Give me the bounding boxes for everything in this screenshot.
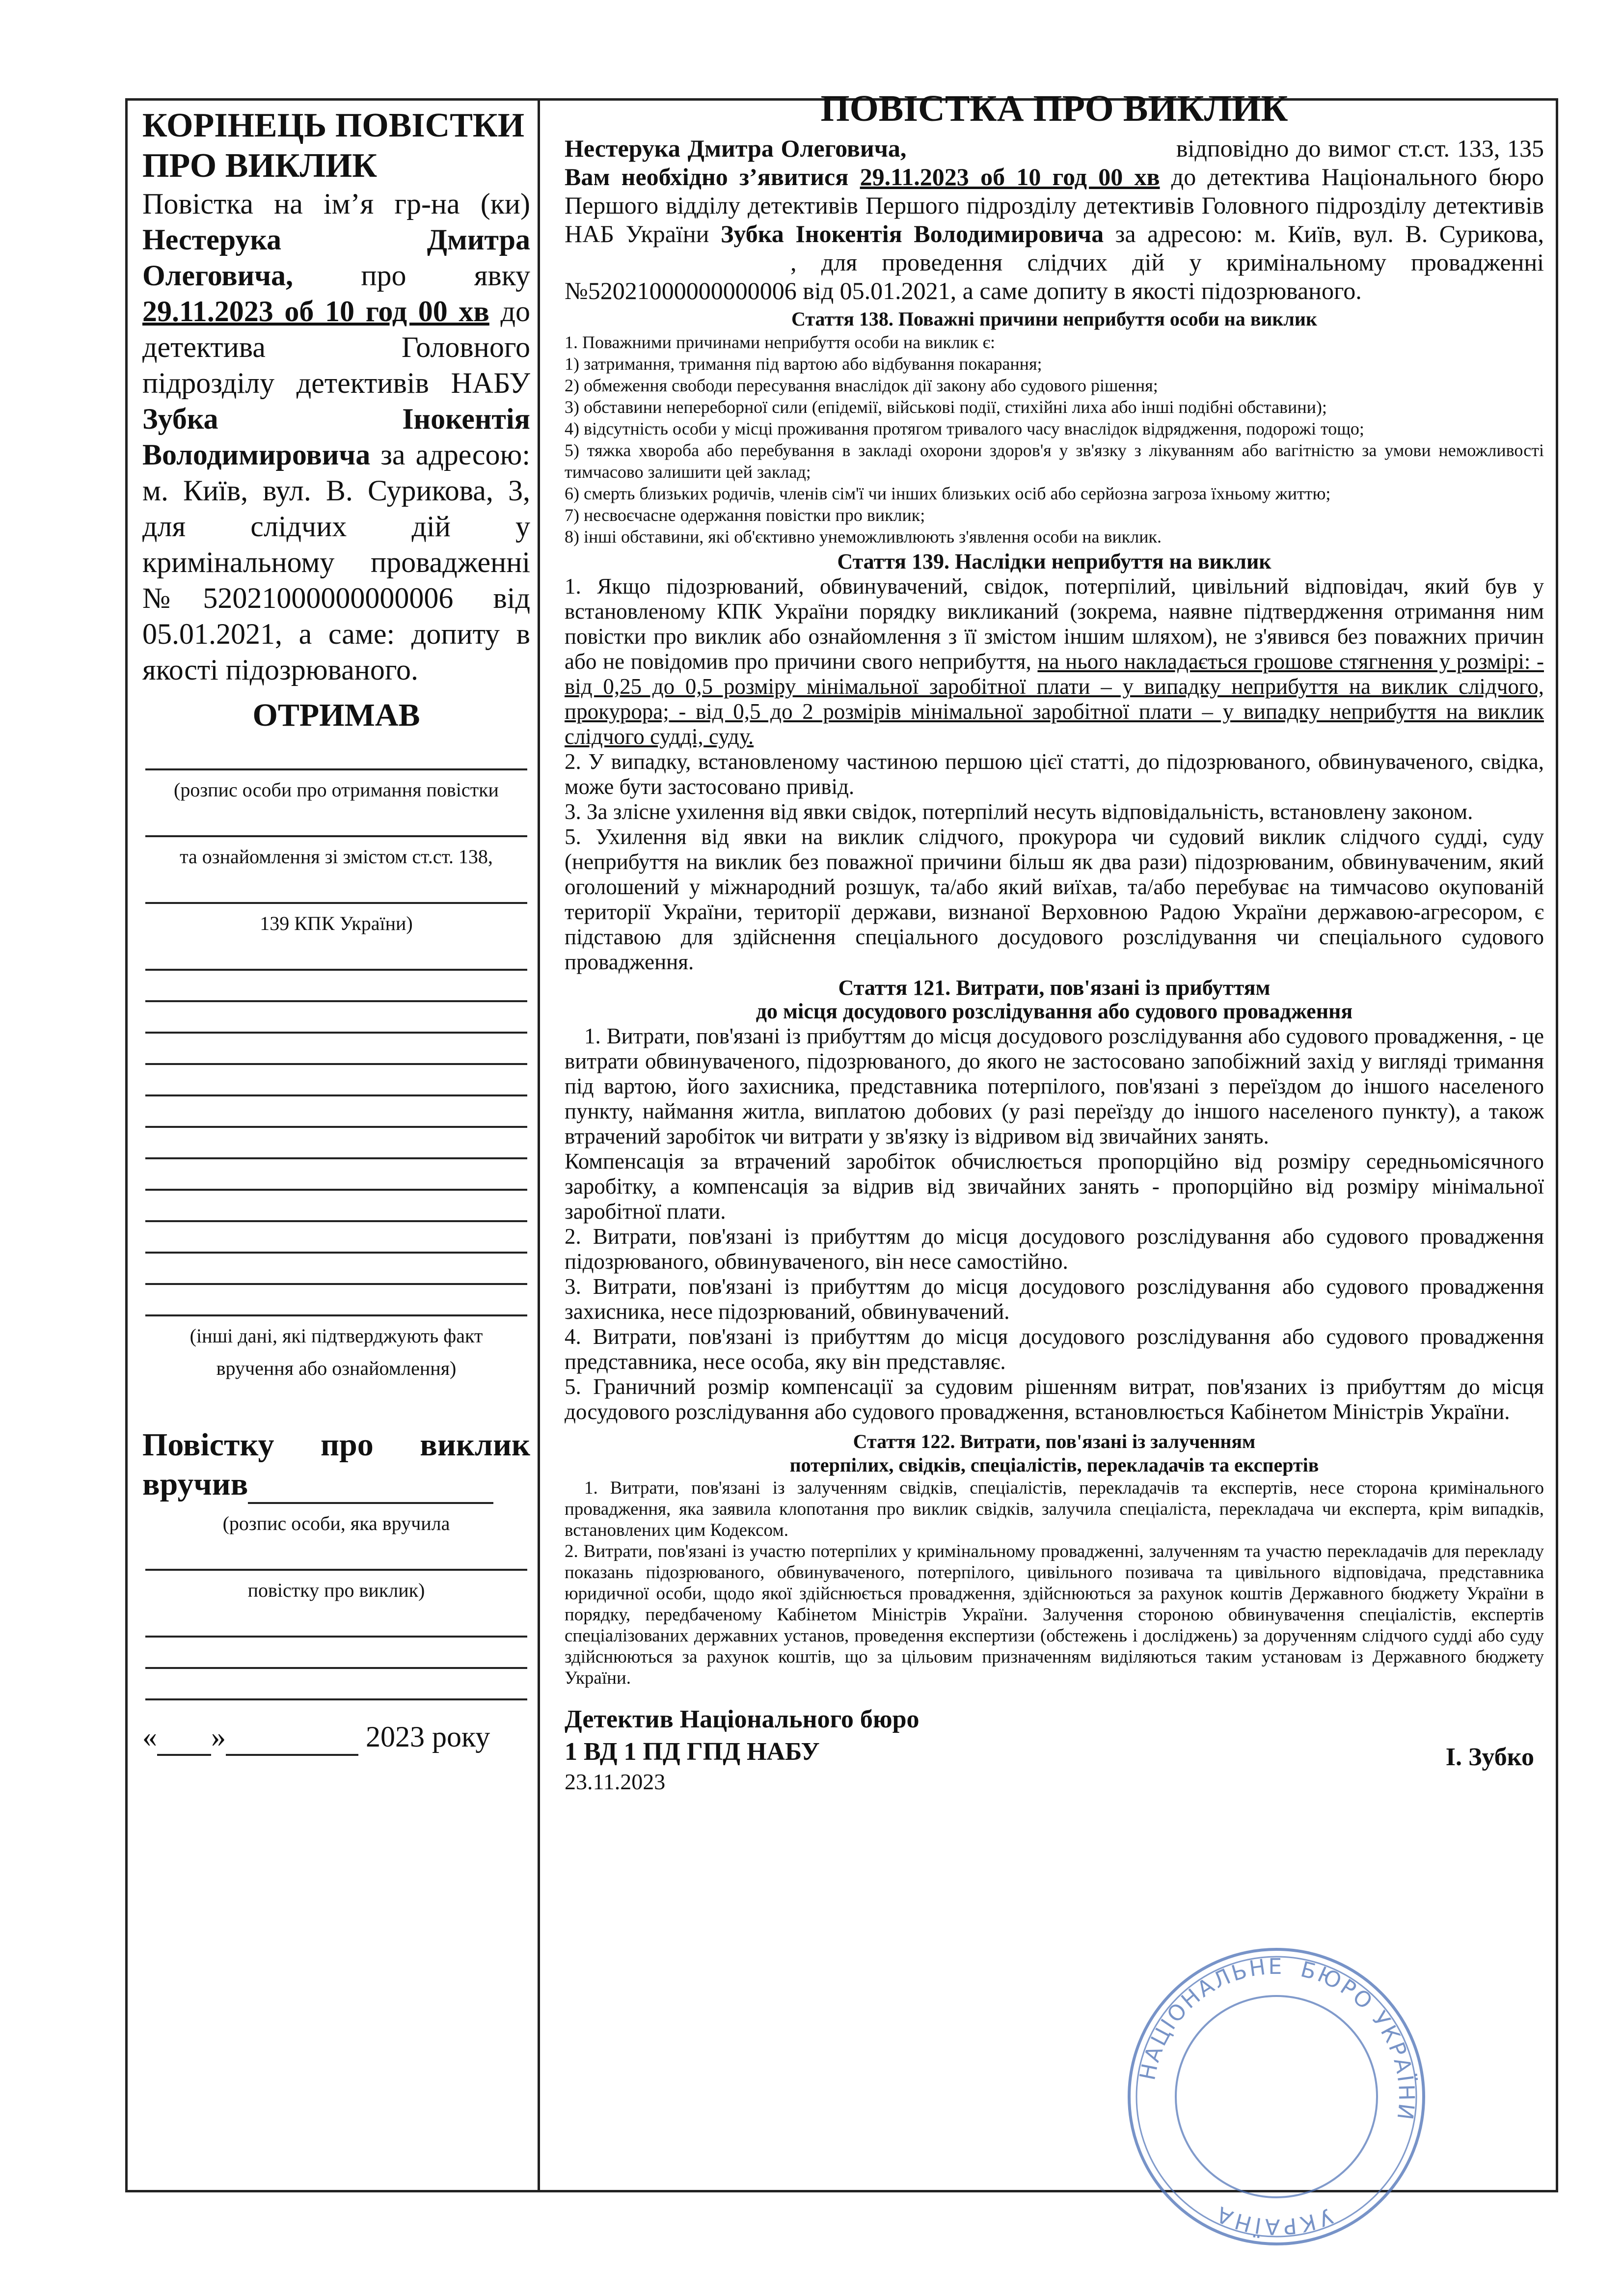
art121-p1: 1. Витрати, пов'язані із прибуттям до місця досудового розслідування або судового провадження, - це витрати обвинуваченого, підозрюваного, до якого не застосовано запобіжний захід у вигляді тримання під вартою, його захисника, представника потерпілого, пов'язані з переїздом до іншого населеного пункту, наймання житла, виплатою добових (у разі переїзду до іншого населеного пункту), а також втрачений заробіток чи витрати у зв'язку із відривом від звичайних занять. [565,1024,1544,1148]
art138-item: 1. Поважними причинами неприбуття особи на виклик є: [565,332,996,352]
art121-title-1: Стаття 121. Витрати, пов'язані із прибуттям [838,976,1271,1000]
date-quote-open: « [142,1721,157,1753]
caption-receipt-2: та ознайомлення зі змістом ст.ст. 138, [180,846,493,868]
main-header [565,134,1544,305]
art138-item: 8) інші обставини, які об'єктивно унеможливлюють з'явлення особи на виклик. [565,527,1162,547]
art139-p1-penalty: на нього накладається грошове стягнення у розмірі: - від 0,25 до 0,5 розміру мінімальної заробітної плати – у випадку неприбуття на виклик слідчого, прокурора; - від 0,5 до 2 розмірів мінімальної заробітної плати – у випадку неприбуття на виклик слідчого судді, суду. [565,649,1544,749]
other-data-line [145,1285,527,1316]
summons-main [565,87,1544,1796]
stamp-text-bottom: УКРАЇНА [1210,2200,1336,2240]
stub-body2: за адресою: м. Київ, вул. В. Сурикова, 3, для слідчих дій у кримінальному провадженні №52021000000000006 від 05.01.2021, а саме: допиту в якості підозрюваного. [142,438,530,686]
handed-line-4 [145,1638,527,1669]
date-quote-close: » [211,1721,226,1753]
art138-item: 4) відсутність особи у місці проживання протягом тривалого часу внаслідок відрядження, подорожі тощо; [565,419,1364,438]
main-req: відповідно до вимог ст.ст. 133, 135 [1176,135,1544,162]
caption-handed-1: (розпис особи, яка вручила [222,1512,450,1534]
art122-p2: 2. Витрати, пов'язані із участю потерпілих у кримінальному провадженні, залученням та участю перекладачів для перекладу показань підозрюваного, обвинуваченого, потерпілого, цивільного позивача та цивільного відповідача, представника юридичної особи, щодо якої здійснюється провадження, здійснюються за рахунок коштів Державного бюджету України в порядку, передбаченому Кабінетом Міністрів України. Залучення стороною обвинувачення спеціалістів, експертів спеціалізованих державних установ, проведення експертизи (обстежень і досліджень) за дорученням слідчого судді або суду здійснюються за рахунок коштів, що за цільовим призначенням виділяються таким установам із Державного бюджету України. [565,1541,1544,1688]
signatory-name: І. Зубко [1445,1743,1534,1771]
handed-over-text: Повістку про виклик вручив [142,1427,530,1502]
handed-over-label [142,1425,530,1504]
receipt-signature-line [145,739,527,770]
date-month-blank [226,1720,358,1756]
art138-item: 5) тяжка хвороба або перебування в закладі охорони здоров'я у зв'язку з лікуванням або вагітністю за умови неможливості тимчасово залишити цей заклад; [565,440,1544,482]
art139-p1 [565,574,1544,749]
art139-p3: 3. За злісне ухилення від явки свідок, потерпілий несуть відповідальність, встановлену законом. [565,799,1473,824]
other-data-line [145,1096,527,1128]
art139-p5: 5. Ухилення від явки на виклик слідчого, прокурора чи судовий виклик слідчого судді, суду (неприбуття на виклик без поважної причини більш як два рази) підозрюваним, обвинуваченим, який оголошений у міжнародний розшук, та/або який виїхав, та/або перебуває на тимчасово окупованій території України, території держави, визнаної Верховною Радою України державою-агресором, є підставою для здійснення спеціального досудового розслідування чи спеціального судового провадження. [565,824,1544,974]
stamp-text-top: НАЦІОНАЛЬНЕ [1135,1954,1284,2082]
other-data-line [145,1191,527,1222]
art138-list [565,331,1544,547]
official-stamp-icon [1119,1940,1434,2254]
summons-stub [142,106,530,1756]
art139-title: Стаття 139. Наслідки неприбуття на виклик [837,549,1271,574]
stub-detective: Зубка Інокентія Володимировича [142,403,530,471]
other-data-line [145,971,527,1002]
art138-item: 1) затримання, тримання під вартою або відбування покарання; [565,354,1042,374]
art138-item: 7) несвоєчасне одержання повістки про виклик; [565,505,925,525]
main-appointment: 29.11.2023 об 10 год 00 хв [860,163,1160,191]
art138-item: 2) обмеження свободи пересування внаслідок дії закону або судового рішення; [565,376,1158,395]
handed-line-2 [145,1539,527,1571]
stub-body [142,186,530,688]
other-data-line [145,1034,527,1065]
date-year: 2023 року [366,1721,490,1753]
caption-other-1: (інші дані, які підтверджують факт [189,1325,483,1347]
art121-title-2: до місця досудового розслідування або судового провадження [756,999,1353,1023]
signature-date: 23.11.2023 [565,1769,666,1794]
caption-handed-2: повістку про виклик) [247,1579,425,1601]
caption-receipt-3: 139 КПК України) [260,912,413,934]
main-title: ПОВІСТКА ПРО ВИКЛИК [820,88,1288,129]
art122-p1: 1. Витрати, пов'язані із залученням свідків, спеціалістів, перекладачів та експертів, несе сторона кримінального провадження, яка заявила клопотання про виклик свідків, залучила спеціаліста, перекладача чи експерта, крім випадків, встановлених цим Кодексом. [565,1478,1544,1540]
stub-date [142,1720,530,1756]
main-person: Нестерука Дмитра Олеговича, [565,135,907,162]
art121-p1b: Компенсація за втрачений заробіток обчислюється пропорційно від розміру середньомісячного заробітку, а компенсація за відрив від звичайних занять - пропорційно від розміру мінімальної заробітної плати. [565,1149,1544,1224]
other-data-line [145,1159,527,1191]
date-day-blank [157,1720,211,1756]
received-heading: ОТРИМАВ [252,697,420,733]
stub-person: Нестерука Дмитра Олеговича, [142,223,530,292]
receipt-line-2 [145,806,527,837]
art122-title-2: потерпілих, свідків, спеціалістів, перекладачів та експертів [789,1454,1319,1476]
other-data-line [145,1065,527,1096]
column-divider [538,98,540,2192]
stub-title: КОРІНЕЦЬ ПОВІСТКИ ПРО ВИКЛИК [142,107,525,185]
main-to: до детектива Національного бюро Першого відділу детективів Першого підрозділу детективів Головного підрозділу детективів НАБ України [565,163,1544,247]
stub-appointment: 29.11.2023 об 10 год 00 хв [142,295,489,328]
stamp-text-right: БЮРО УКРАЇНИ [1298,1957,1419,2123]
caption-receipt-1: (розпис особи про отримання повістки [174,779,499,801]
handed-line-5 [145,1669,527,1700]
handed-signature-line [248,1475,493,1504]
stub-body1: до детектива Головного підрозділу детективів НАБУ [142,295,531,399]
other-data-line [145,1002,527,1034]
handed-line-3 [145,1606,527,1638]
receipt-line-3 [145,873,527,904]
caption-other-2: вручення або ознайомлення) [216,1357,457,1379]
stub-intro: Повістка на ім’я гр-на (ки) [142,188,530,220]
signature-block [565,1703,1544,1796]
main-address: за адресою: м. Київ, вул. В. Сурикова, [1115,220,1544,247]
art139-p2: 2. У випадку, встановленому частиною першою цієї статті, до підозрюваного, обвинуваченого, свідка, може бути застосовано привід. [565,749,1544,799]
other-data-line [145,939,527,971]
art138-item: 6) смерть близьких родичів, членів сім'ї чи інших близьких осіб або серйозна загроза їхньому життю; [565,484,1331,503]
art121-p5: 5. Граничний розмір компенсації за судовим рішенням витрат, пов'язаних із прибуттям до місця досудового розслідування або судового провадження, встановлюється Кабінетом Міністрів України. [565,1374,1544,1424]
art138-item: 3) обставини непереборної сили (епідемії, військові події, стихійні лиха або інші подібні обставини); [565,397,1327,417]
stub-about: про явку [361,259,530,292]
main-purpose: , для проведення слідчих дій у кримінальному провадженні №52021000000000006 від 05.01.2021, а саме допиту в якості підозрюваного. [565,248,1544,304]
signatory-position: Детектив Національного бюро [565,1705,920,1733]
main-detective: Зубка Інокентія Володимировича [720,220,1104,247]
other-data-line [145,1222,527,1254]
main-must: Вам необхідно з’явитися [565,163,849,191]
signatory-unit: 1 ВД 1 ПД ГПД НАБУ [565,1738,820,1766]
art138-title: Стаття 138. Поважні причини неприбуття особи на виклик [791,308,1317,330]
art121-p2: 2. Витрати, пов'язані із прибуттям до місця досудового розслідування або судового провадження підозрюваного, обвинуваченого, він несе самостійно. [565,1224,1544,1274]
art122-title-1: Стаття 122. Витрати, пов'язані із залученням [853,1430,1256,1452]
svg-text:УКРАЇНА [1210,2200,1336,2240]
other-data-line [145,1128,527,1159]
art121-p3: 3. Витрати, пов'язані із прибуттям до місця досудового розслідування або судового провадження захисника, несе підозрюваний, обвинувачений. [565,1274,1544,1324]
other-data-line [145,1254,527,1285]
art121-p4: 4. Витрати, пов'язані із прибуттям до місця досудового розслідування або судового провадження представника, несе особа, яку він представляє. [565,1324,1544,1374]
art139-p1-text: 1. Якщо підозрюваний, обвинувачений, свідок, потерпілий, цивільний відповідач, який був у встановленому КПК України порядку викликаний (зокрема, наявне підтвердження отримання ним повістки про виклик або ознайомлення з її змістом іншим шляхом), не з'явився без поважних причин або не повідомив про причини свого неприбуття, [565,574,1544,674]
